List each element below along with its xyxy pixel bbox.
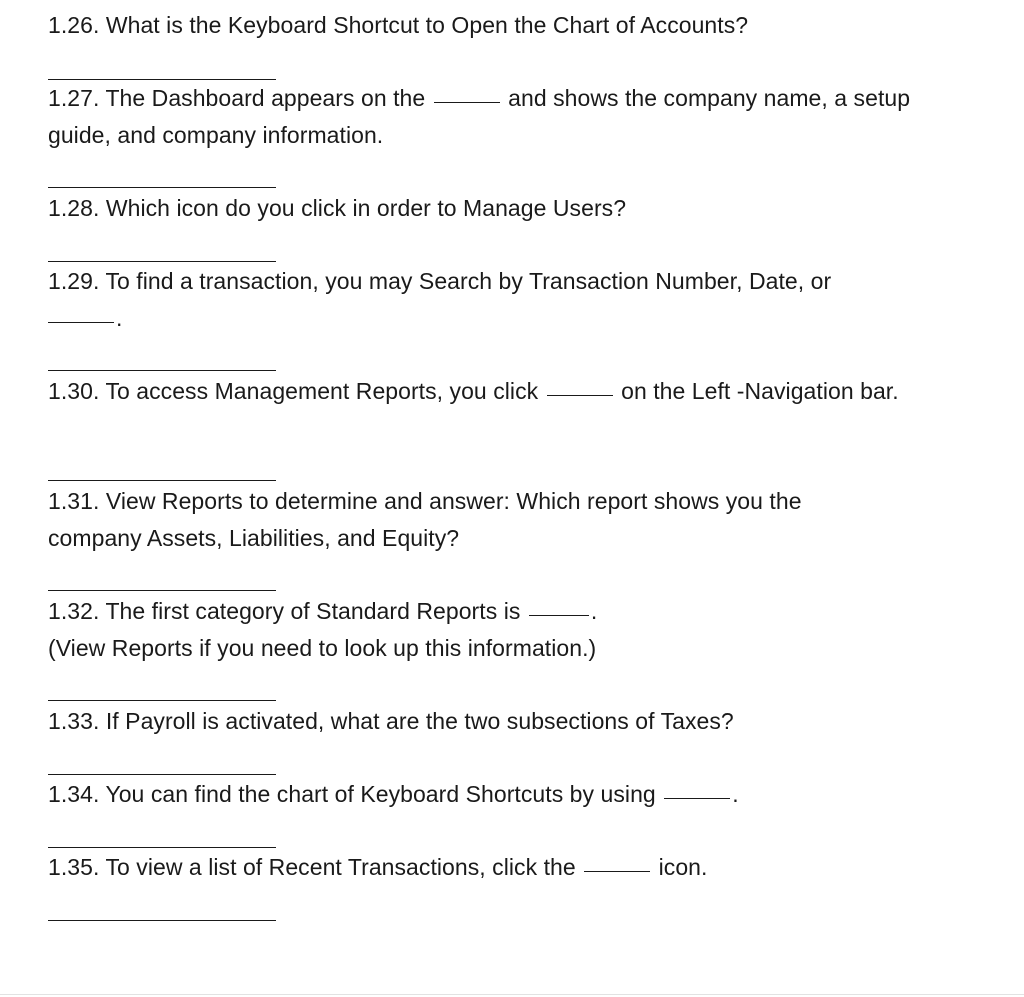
question-number: 1.27. <box>48 85 100 111</box>
question-prompt: If Payroll is activated, what are the two subsections of Taxes? <box>105 708 734 734</box>
question-prompt-start: To view a list of Recent Transactions, click the <box>105 854 576 880</box>
question-1-30 <box>48 373 988 410</box>
question-1-33 <box>48 703 988 740</box>
fill-in-blank <box>434 101 500 103</box>
question-number: 1.34. <box>48 781 100 807</box>
question-prompt-end: . <box>732 781 739 807</box>
question-text <box>48 80 918 154</box>
question-prompt-start: To find a transaction, you may Search by Transaction Number, Date, or <box>105 268 832 294</box>
answer-field-1-32[interactable] <box>48 678 276 701</box>
question-1-34 <box>48 776 988 813</box>
answer-field-1-26[interactable] <box>48 57 276 80</box>
question-text <box>48 483 878 557</box>
question-text <box>48 849 988 886</box>
question-note: (View Reports if you need to look up this information.) <box>48 635 597 661</box>
answer-field-1-33[interactable] <box>48 752 276 775</box>
fill-in-blank <box>529 614 589 616</box>
fill-in-blank <box>48 321 114 323</box>
question-1-35 <box>48 849 988 886</box>
question-1-26 <box>48 7 988 44</box>
question-number: 1.35. <box>48 854 100 880</box>
question-prompt-end: . <box>590 598 598 624</box>
question-text <box>48 593 988 667</box>
question-text <box>48 190 988 227</box>
question-prompt: Which icon do you click in order to Manage Users? <box>105 195 627 221</box>
question-1-28 <box>48 190 988 227</box>
question-prompt-start: The first category of Standard Reports is <box>105 598 521 624</box>
fill-in-blank <box>584 870 650 872</box>
question-number: 1.28. <box>48 195 100 221</box>
question-number: 1.31. <box>48 488 100 514</box>
question-prompt: View Reports to determine and answer: Which report shows you the company Assets, Liabilities, and Equity? <box>48 488 802 551</box>
question-prompt-start: The Dashboard appears on the <box>105 85 426 111</box>
question-text <box>48 776 988 813</box>
question-number: 1.26. <box>48 12 100 38</box>
question-prompt-end: . <box>116 305 123 331</box>
answer-field-1-31[interactable] <box>48 568 276 591</box>
question-prompt-start: You can find the chart of Keyboard Shortcuts by using <box>105 781 656 807</box>
question-1-29 <box>48 263 988 337</box>
question-text <box>48 7 988 44</box>
page-bottom-divider <box>0 994 1024 995</box>
fill-in-blank <box>664 797 730 799</box>
question-number: 1.29. <box>48 268 100 294</box>
fill-in-blank <box>547 394 613 396</box>
question-1-31 <box>48 483 988 557</box>
question-number: 1.32. <box>48 598 100 624</box>
question-number: 1.30. <box>48 378 100 404</box>
answer-field-1-35[interactable] <box>48 898 276 921</box>
question-prompt-end: icon. <box>658 854 708 880</box>
question-prompt-end: and shows the company name, a setup guide, and company information. <box>48 85 911 148</box>
question-1-27 <box>48 80 988 154</box>
answer-field-1-34[interactable] <box>48 825 276 848</box>
question-prompt-start: To access Management Reports, you click <box>105 378 539 404</box>
question-prompt-end: on the Left -Navigation bar. <box>621 378 899 404</box>
answer-field-1-27[interactable] <box>48 165 276 188</box>
answer-field-1-29[interactable] <box>48 348 276 371</box>
question-prompt: What is the Keyboard Shortcut to Open the Chart of Accounts? <box>105 12 749 38</box>
answer-field-1-28[interactable] <box>48 239 276 262</box>
question-number: 1.33. <box>48 708 100 734</box>
answer-field-1-30[interactable] <box>48 458 276 481</box>
question-text <box>48 373 928 410</box>
question-text <box>48 263 988 337</box>
question-text <box>48 703 988 740</box>
question-1-32 <box>48 593 988 667</box>
